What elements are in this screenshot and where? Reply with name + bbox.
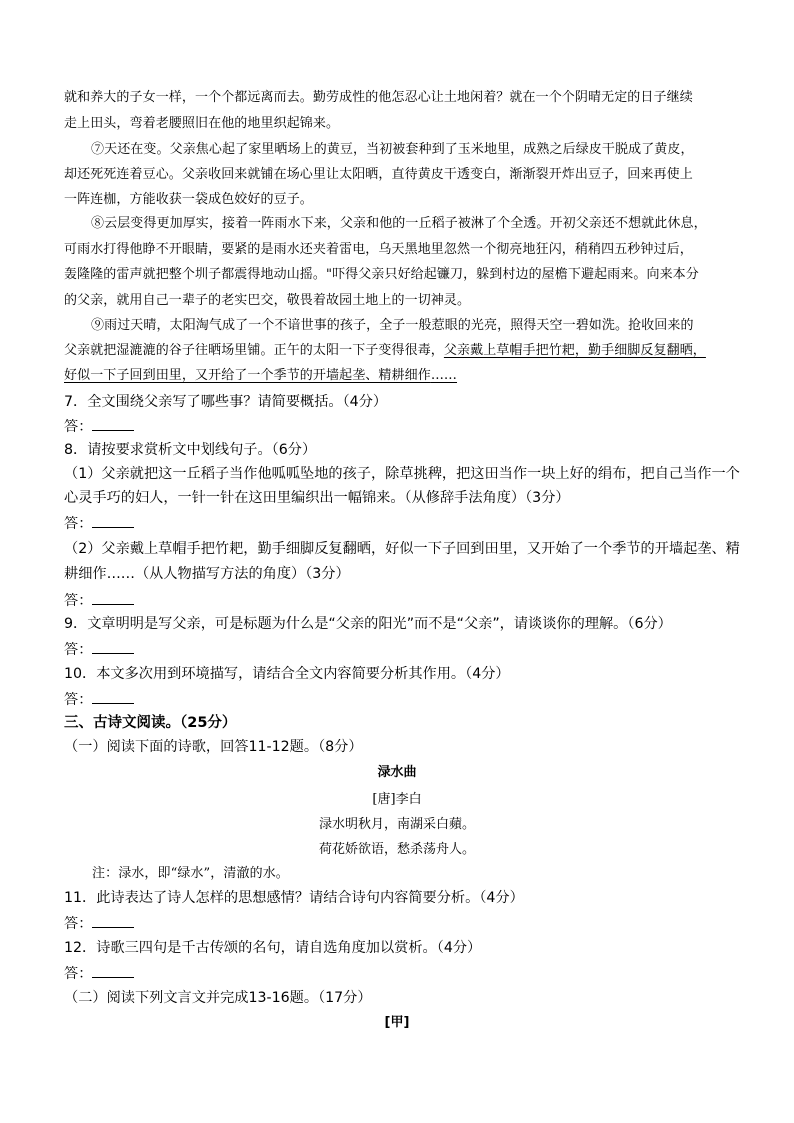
para9-line1: ⑨雨过天晴，太阳淘气成了一个不谙世事的孩子，全子一般惹眼的光亮，照得天空一碧如洗。抢收回来的: [91, 318, 694, 333]
poem-line2: 荷花娇欲语，愁杀荡舟人。: [318, 842, 475, 857]
question-11: 11．此诗表达了诗人怎样的思想感情？请结合诗句内容简要分析。（4分）: [64, 890, 524, 906]
answer-label: 答：: [64, 419, 93, 435]
answer-label: 答：: [64, 966, 93, 982]
para7-line2: 却还死死连着豆心。父亲收回来就铺在场心里让太阳晒，直待黄皮干透变白，渐渐裂开炸出豆子，回来再使上: [64, 167, 693, 182]
para7-line3: 一阵连枷，方能收获一袋成色姣好的豆子。: [64, 192, 313, 207]
answer-label: 答：: [64, 516, 93, 532]
underlined-sentence-part2: 好似一下子回到田里，又开给了一个季节的开墙起垄、精耕细作: [64, 368, 431, 383]
answer-7: [64, 416, 134, 437]
ellipsis: ……: [430, 368, 458, 383]
answer-blank[interactable]: [92, 689, 134, 704]
answer-8-2: [64, 590, 134, 611]
question-8-2-line2: 耕细作……（从人物描写方法的角度）（3分）: [64, 566, 350, 582]
para8-line3: 轰隆隆的雷声就把整个圳子都震得地动山摇。"吓得父亲只好给起镰刀，躲到村边的屋檐下避起雨来。向来本分: [64, 267, 699, 282]
para9-line2: [64, 341, 706, 361]
question-8: 8．请按要求赏析文中划线句子。（6分）: [64, 442, 317, 458]
question-8-1-line1: （1）父亲就把这一丘稻子当作他呱呱坠地的孩子，除草挑稗，把这田当作一块上好的绢布，把自己当作一个: [64, 466, 740, 482]
answer-label: 答：: [64, 692, 93, 708]
answer-label: 答：: [64, 642, 93, 658]
answer-9: [64, 639, 134, 660]
answer-blank[interactable]: [92, 963, 134, 978]
answer-label: 答：: [64, 593, 93, 609]
answer-8-1: [64, 513, 134, 534]
para-intro-line1: 就和养大的子女一样，一个个都远离而去。勤劳成性的他怎忍心让土地闲着？就在一个个阴晴无定的日子继续: [64, 90, 693, 105]
answer-blank[interactable]: [92, 416, 134, 431]
question-8-2-line1: （2）父亲戴上草帽手把竹耙，勤手细脚反复翻晒，好似一下子回到田里，又开始了一个季节的开墙起垄、精: [64, 541, 740, 557]
poem-title: 渌水曲: [377, 765, 417, 780]
section-3-part1: （一）阅读下面的诗歌，回答11-12题。（8分）: [64, 739, 363, 755]
poem-line1: 渌水明秋月，南湖采白蘋。: [318, 817, 475, 832]
para9-line2-text: 父亲就把湿漉漉的谷子往晒场里铺。正午的太阳一下子变得很毒，: [64, 343, 444, 358]
answer-blank[interactable]: [92, 639, 134, 654]
para7-line1: ⑦天还在变。父亲焦心起了家里晒场上的黄豆，当初被套种到了玉米地里，成熟之后绿皮干脱成了黄皮，: [91, 142, 694, 157]
answer-label: 答：: [64, 916, 93, 932]
para8-line1: ⑧云层变得更加厚实，接着一阵雨水下来，父亲和他的一丘稻子被淋了个全透。开初父亲还不想就此休息，: [91, 216, 707, 231]
section-3-title: 三、古诗文阅读。（25分）: [64, 715, 237, 731]
answer-11: [64, 913, 134, 934]
para9-line3: [64, 366, 457, 386]
question-8-1-line2: 心灵手巧的妇人，一针一针在这田里编织出一幅锦来。（从修辞手法角度）（3分）: [64, 490, 570, 506]
question-7: 7．全文围绕父亲写了哪些事？请简要概括。（4分）: [64, 394, 388, 410]
answer-blank[interactable]: [92, 513, 134, 528]
question-10: 10．本文多次用到环境描写，请结合全文内容简要分析其作用。（4分）: [64, 666, 510, 682]
answer-12: [64, 963, 134, 984]
poem-author: [唐]李白: [372, 792, 422, 807]
answer-10: [64, 689, 134, 710]
section-3-part2: （二）阅读下列文言文并完成13-16题。（17分）: [64, 990, 372, 1006]
para8-line4: 的父亲，就用自己一辈子的老实巴交，敬畏着故园土地上的一切神灵。: [64, 293, 471, 308]
para8-line2: 可雨水打得他睁不开眼睛，要紧的是雨水还夹着雷电，乌天黑地里忽然一个彻亮地狂闪，稍稍四五秒钟过后，: [64, 242, 693, 257]
para-intro-line2: 走上田头，弯着老腰照旧在他的地里织起锦来。: [64, 116, 340, 131]
answer-blank[interactable]: [92, 590, 134, 605]
poem-note: 注：渌水，即“绿水”，清澈的水。: [92, 866, 289, 881]
underlined-sentence-part1: 父亲戴上草帽手把竹耙，勤手细脚反复翻晒，: [443, 343, 706, 358]
question-9: 9．文章明明是写父亲，可是标题为什么是“父亲的阳光”而不是“父亲”，请谈谈你的理解。（6分）: [64, 616, 672, 632]
answer-blank[interactable]: [92, 913, 134, 928]
passage-jia-label: [甲]: [384, 1015, 410, 1030]
question-12: 12．诗歌三四句是千古传颂的名句，请自选角度加以赏析。（4分）: [64, 940, 482, 956]
